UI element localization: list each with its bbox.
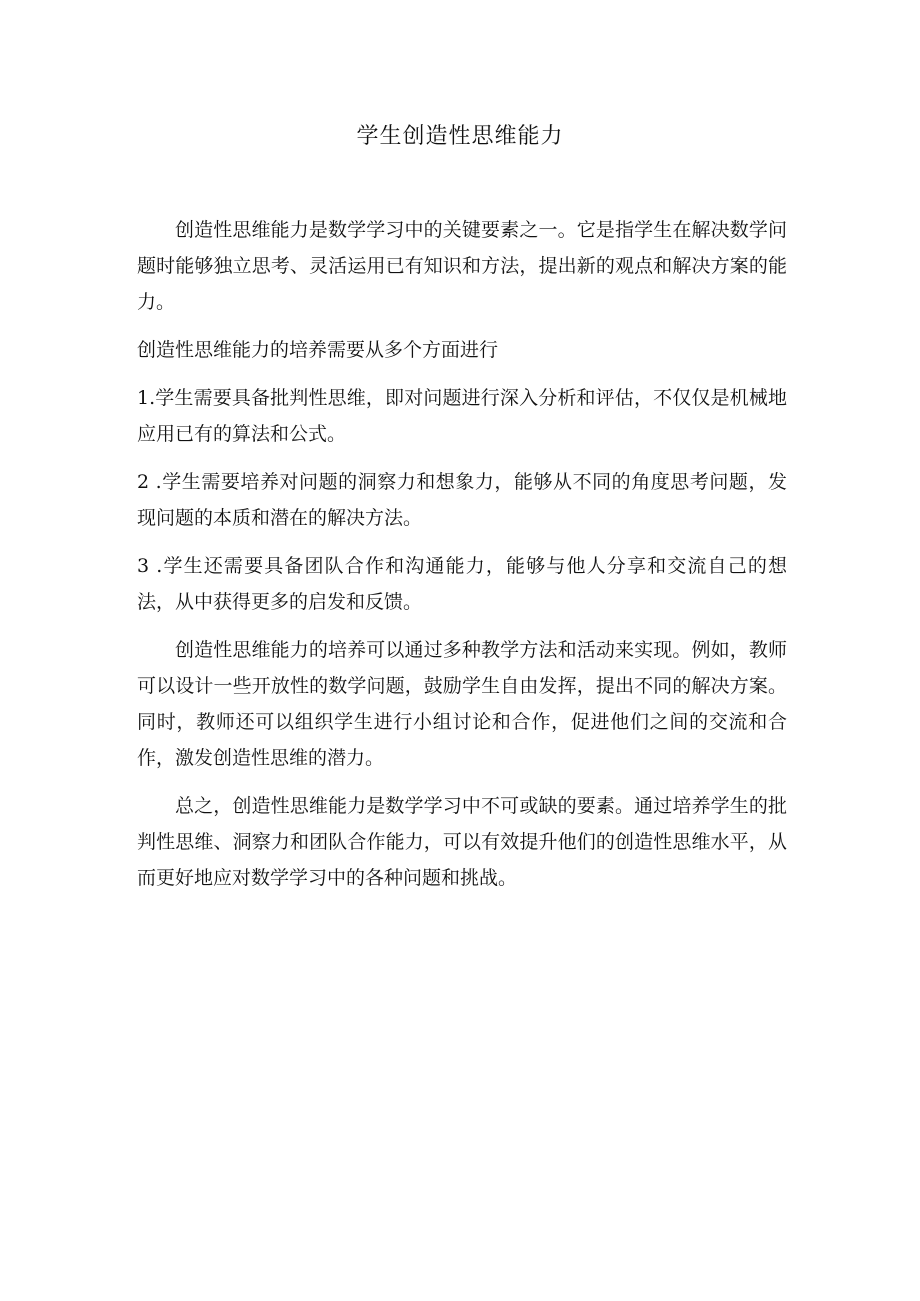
paragraph-intro: 创造性思维能力是数学学习中的关键要素之一。它是指学生在解决数学问题时能够独立思考、灵活运用已有知识和方法，提出新的观点和解决方案的能力。 <box>137 219 787 313</box>
paragraph-conclusion: 总之，创造性思维能力是数学学习中不可或缺的要素。通过培养学生的批判性思维、洞察力和团队合作能力，可以有效提升他们的创造性思维水平，从而更好地应对数学学习中的各种问题和挑战。 <box>137 795 787 889</box>
list-item-3: 3 .学生还需要具备团队合作和沟通能力，能够与他人分享和交流自己的想法，从中获得更多的启发和反馈。 <box>137 555 787 613</box>
list-item-2: 2 .学生需要培养对问题的洞察力和想象力，能够从不同的角度思考问题，发现问题的本质和潜在的解决方法。 <box>137 471 787 529</box>
document-title: 学生创造性思维能力 <box>356 124 564 149</box>
document-body <box>137 212 787 908</box>
list-item-1: 1.学生需要具备批判性思维，即对问题进行深入分析和评估，不仅仅是机械地应用已有的算法和公式。 <box>137 387 787 445</box>
paragraph-section-heading: 创造性思维能力的培养需要从多个方面进行 <box>137 339 499 361</box>
paragraph-methods: 创造性思维能力的培养可以通过多种教学方法和活动来实现。例如，教师可以设计一些开放性的数学问题，鼓励学生自由发挥，提出不同的解决方案。同时，教师还可以组织学生进行小组讨论和合作，促进他们之间的交流和合作，激发创造性思维的潜力。 <box>137 639 787 769</box>
